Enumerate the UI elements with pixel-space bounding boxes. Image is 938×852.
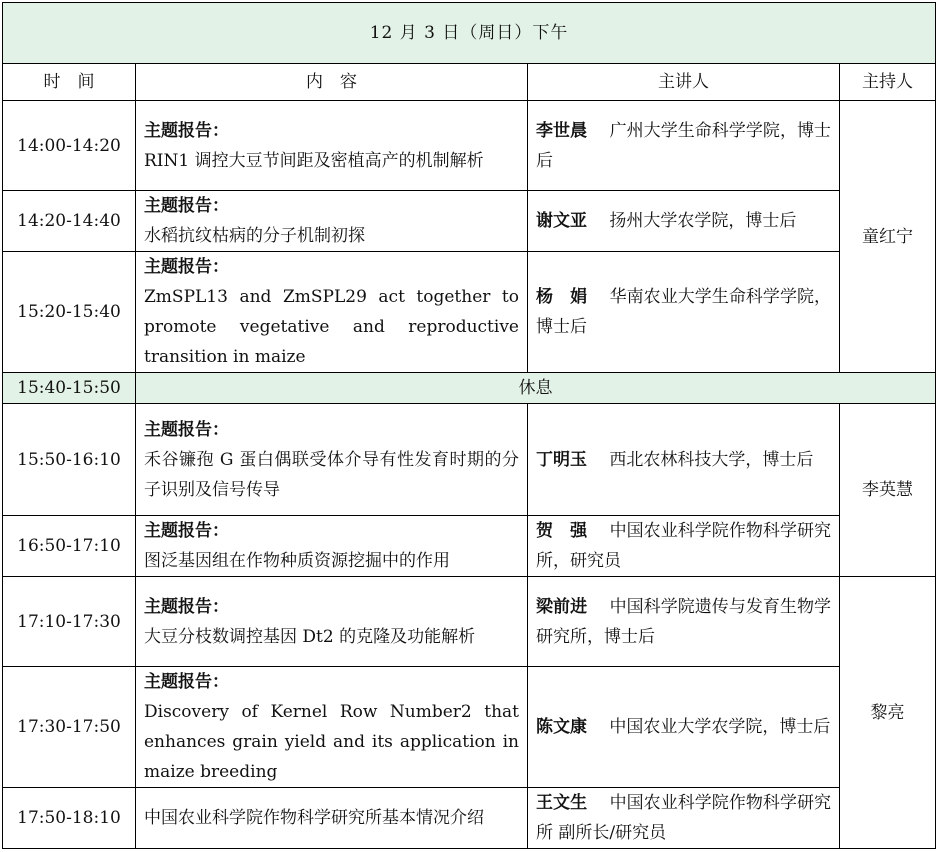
speaker-name: 李世晨 (536, 120, 605, 141)
time-cell: 14:20-14:40 (3, 191, 136, 252)
topic-title: Discovery of Kernel Row Number2 that enhances grain yield and its application in maize breeding (144, 702, 519, 782)
time-cell: 16:50-17:10 (3, 516, 136, 577)
speaker-name: 丁明玉 (536, 449, 604, 470)
content-cell (136, 577, 528, 667)
time-cell: 14:00-14:20 (3, 101, 136, 191)
speaker-affiliation: 中国农业大学农学院，博士后 (609, 717, 831, 737)
speaker-cell (528, 667, 840, 788)
topic-tag: 主题报告： (144, 419, 229, 440)
topic-tag: 主题报告： (144, 672, 229, 692)
topic-tag: 主题报告： (144, 196, 229, 216)
speaker-name: 王文生 (536, 793, 605, 813)
speaker-affiliation: 中国农业科学院作物科学研究所 副所长/研究员 (536, 793, 832, 843)
host-cell: 李英慧 (840, 404, 936, 577)
table-row (3, 404, 936, 516)
time-cell: 15:20-15:40 (3, 252, 136, 373)
speaker-cell (528, 788, 840, 849)
speaker-name: 杨 娟 (536, 287, 605, 307)
speaker-name: 陈文康 (536, 717, 604, 737)
agenda-table (2, 2, 936, 849)
topic-tag: 主题报告： (144, 257, 229, 277)
table-row (3, 191, 936, 252)
host-cell: 童红宁 (840, 101, 936, 373)
content-cell (136, 516, 528, 577)
topic-title: 禾谷镰孢 G 蛋白偶联受体介导有性发育时期的分子识别及信号传导 (144, 449, 519, 500)
content-cell (136, 667, 528, 788)
agenda-title: 12 月 3 日（周日）下午 (3, 3, 936, 64)
speaker-affiliation: 广州大学生命科学学院，博士后 (536, 120, 832, 171)
table-row (3, 667, 936, 788)
content-cell (136, 404, 528, 516)
topic-title: ZmSPL13 and ZmSPL29 act together to promote vegetative and reproductive transition in maize (144, 287, 519, 367)
speaker-name: 谢文亚 (536, 211, 604, 231)
header-host: 主持人 (840, 64, 936, 101)
content-cell (136, 101, 528, 191)
time-cell: 17:30-17:50 (3, 667, 136, 788)
speaker-cell (528, 191, 840, 252)
speaker-name: 贺 强 (536, 521, 605, 541)
speaker-cell (528, 252, 840, 373)
time-cell: 15:50-16:10 (3, 404, 136, 516)
header-content: 内 容 (136, 64, 528, 101)
break-label: 休息 (136, 373, 936, 404)
speaker-cell (528, 101, 840, 191)
topic-title: 图泛基因组在作物种质资源挖掘中的作用 (144, 551, 450, 571)
header-time: 时 间 (3, 64, 136, 101)
speaker-affiliation: 扬州大学农学院，博士后 (609, 211, 797, 231)
topic-tag: 主题报告： (144, 521, 229, 541)
time-cell: 17:10-17:30 (3, 577, 136, 667)
speaker-cell (528, 577, 840, 667)
speaker-cell (528, 404, 840, 516)
table-row (3, 788, 936, 849)
table-row (3, 516, 936, 577)
table-row (3, 577, 936, 667)
host-cell: 黎亮 (840, 577, 936, 849)
header-speaker: 主讲人 (528, 64, 840, 101)
table-row (3, 101, 936, 191)
topic-tag: 主题报告： (144, 120, 229, 141)
content-cell (136, 191, 528, 252)
break-time: 15:40-15:50 (3, 373, 136, 404)
speaker-affiliation: 华南农业大学生命科学学院，博士后 (536, 287, 832, 337)
table-row (3, 252, 936, 373)
speaker-affiliation: 中国农业科学院作物科学研究所，研究员 (536, 521, 832, 571)
topic-title: 大豆分枝数调控基因 Dt2 的克隆及功能解析 (144, 626, 476, 647)
content-cell (136, 788, 528, 849)
topic-title: 中国农业科学院作物科学研究所基本情况介绍 (144, 808, 484, 828)
speaker-affiliation: 西北农林科技大学，博士后 (609, 449, 814, 470)
topic-tag: 主题报告： (144, 596, 229, 617)
topic-title: RIN1 调控大豆节间距及密植高产的机制解析 (144, 150, 484, 171)
content-cell (136, 252, 528, 373)
header-row (3, 64, 936, 101)
speaker-affiliation: 中国科学院遗传与发育生物学研究所，博士后 (536, 596, 832, 647)
time-cell: 17:50-18:10 (3, 788, 136, 849)
break-row (3, 373, 936, 404)
speaker-name: 梁前进 (536, 596, 605, 617)
topic-title: 水稻抗纹枯病的分子机制初探 (144, 226, 365, 246)
speaker-cell (528, 516, 840, 577)
title-row (3, 3, 936, 64)
